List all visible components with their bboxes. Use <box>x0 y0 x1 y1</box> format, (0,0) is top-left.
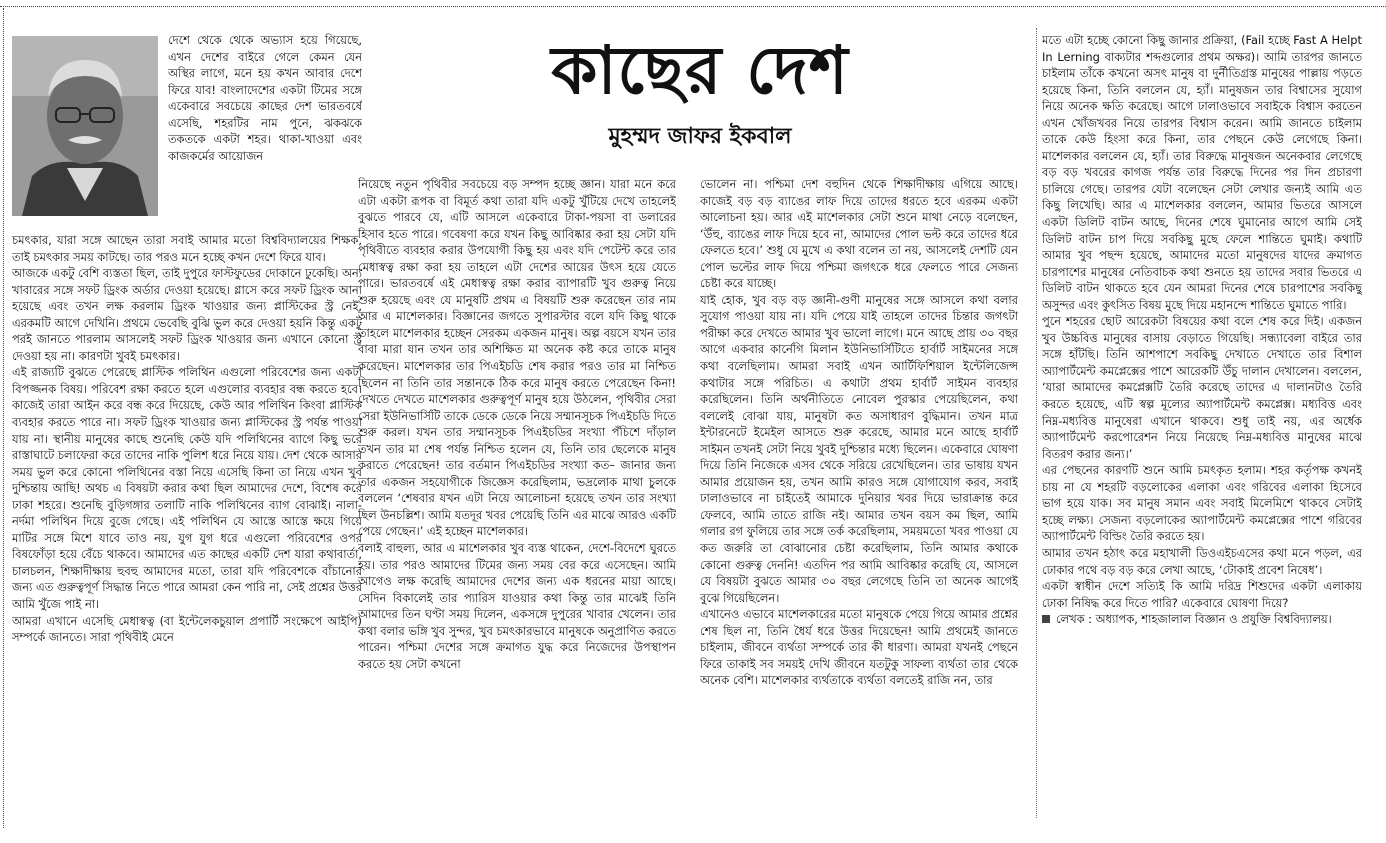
intro-side-text <box>168 32 362 232</box>
author-footnote <box>1042 611 1362 628</box>
article-byline: মুহম্মদ জাফর ইকবাল <box>608 124 792 149</box>
paragraph: পুনে শহরের ছোট আরেকটা বিষয়ের কথা বলে শেষ করে দিই। একজন খুব উচ্চবিত্ত মানুষের বাসায় বেড়াতে গিয়েছি। সন্ধ্যাবেলা বাইরে তার সঙ্গে হাঁটছি। তিনি আশপাশে সবকিছু দেখাতে দেখাতে তার বিশাল অ্যাপার্টমেন্ট কমপ্লেক্সের পাশে আরেকটি উঁচু দালান দেখালেন। বললেন, ‘যারা আমাদের কমপ্লেক্সটি তৈরি করেছে তাদের এ দালানটাও তৈরি করতে হয়েছে, এটি স্বল্প মূল্যের অ্যাপার্টমেন্ট কমপ্লেক্স। মধ্যবিত্ত এবং নিম্ন-মধ্যবিত্ত মানুষেরা এখানে থাকবে। শুধু তাই নয়, এর অর্ধেক অ্যাপার্টমেন্ট করপোরেশন নিয়ে নিয়েছে নিম্ন-মধ্যবিত্ত মানুষের মাঝে বিতরণ করার জন্য।’ <box>1042 314 1362 461</box>
author-footnote-text: লেখক : অধ্যাপক, শাহজালাল বিজ্ঞান ও প্রযুক্তি বিশ্ববিদ্যালয়। <box>1056 612 1332 627</box>
paragraph: বলাই বাহুল্য, আর এ মাশেলকার খুব ব্যস্ত থাকেন, দেশে-বিদেশে ঘুরতে হয়। তার পরও আমাদের টিমের জন্য সময় বের করে এসেছেন। আমি আগেও লক্ষ করেছি আমাদের দেশের জন্য এক ধরনের মায়া আছে। সেদিন বিকালেই তার প্যারিস যাওয়ার কথা কিন্তু তার মাঝেই তিনি আমাদের তিন ঘণ্টা সময় দিলেন, একসঙ্গে দুপুরের খাবার খেলেন। তার কথা বলার ভঙ্গি খুব সুন্দর, খুব চমৎকারভাবে মানুষকে অনুপ্রাণিত করতে পারেন। পশ্চিমা দেশের সঙ্গে ক্রমাগত যুদ্ধ করে নিজেদের উপস্থাপন করতে হয় সেটা কখনো <box>358 541 676 671</box>
paragraph: আমার তখন হঠাৎ করে মহাখালী ডিওএইচএসের কথা মনে পড়ল, এর ঢোকার পথে বড় বড় করে লেখা আছে, ‘টোকাই প্রবেশ নিষেধ’। <box>1042 545 1362 577</box>
square-bullet-icon <box>1042 615 1050 623</box>
column-1 <box>12 232 362 822</box>
paragraph: মতে এটা হচ্ছে কোনো কিছু জানার প্রক্রিয়া, (Fail হচ্ছে Fast A Helpt In Lerning বাক্যটার শব্দগুলোর প্রথম অক্ষর)। আমি তারপর জানতে চাইলাম তাঁকে কখনো অসৎ মানুষ বা দুর্নীতিগ্রস্ত মানুষের পাল্লায় পড়তে হয়েছে কিনা, তিনি বললেন যে, হ্যাঁ। মানুষজন তার বিশ্বাসের সুযোগ নিয়ে অনেক ক্ষতি করেছে। আগে ঢালাওভাবে সবাইকে বিশ্বাস করতেন এখন খোঁজখবর নিয়ে তারপর বিশ্বাস করেন। আমি জানতে চাইলাম তাকে কেউ হিংসা করে কিনা, তার পেছনে কেউ লেগেছে কিনা। মাশেলকার বললেন যে, হ্যাঁ। তার বিরুদ্ধে মানুষজন অনেকবার লেগেছে বড় বড় খবরের কাগজ পর্যন্ত তার বিরুদ্ধে দিনের পর দিন প্রচারণা চালিয়ে গেছে। তারপর যেটা বলেছেন সেটা লেখার জন্যই আমি এত কিছু লিখেছি। আর এ মাশেলকার বললেন, আমার ভিতরে আসলে একটা ডিলিট বাটন আছে, দিনের শেষে ঘুমানোর আগে আমি সেই ডিলিট বাটন চাপ দিয়ে সবকিছু মুছে ফেলে শান্তিতে ঘুমাই। কথাটি আমার খুব পছন্দ হয়েছে, আমাদের মতো মানুষদের যাদের ক্রমাগত চারপাশের মানুষের নেতিবাচক কথা শুনতে হয় তাদের সবার ভিতরে এ ডিলিট বাটন থাকতে হবে যেন আমরা দিনের শেষে চারপাশের সবকিছু অসুন্দর এবং কুৎসিত বিষয় মুছে দিয়ে মহানন্দে শান্তিতে ঘুমাতে পারি। <box>1042 33 1362 312</box>
paragraph: এর পেছনের কারণটি শুনে আমি চমৎকৃত হলাম। শহর কর্তৃপক্ষ কখনই চায় না যে শহরটি বড়লোকের এলাকা এবং গরিবের এলাকা হিসেবে ভাগ হয়ে যাক। সব মানুষ সমান এবং সবাই মিলেমিশে থাকবে সেটাই হচ্ছে লক্ষ্য। সেজন্য বড়লোকের অ্যাপার্টমেন্ট কমপ্লেক্সের পাশে গরিবের অ্যাপার্টমেন্ট বিল্ডিং তৈরি করতে হয়। <box>1042 463 1362 544</box>
column-4 <box>1042 32 1362 822</box>
author-portrait-icon <box>12 36 158 216</box>
intro-side-paragraph: দেশে থেকে থেকে অভ্যাস হয়ে গিয়েছে, এখন দেশের বাইরে গেলে কেমন যেন অস্থির লাগে, মনে হয় কখন আবার দেশে ফিরে যাব! বাংলাদেশের একটা টিমের সঙ্গে একেবারে সবচেয়ে কাছের দেশ ভারতবর্ষে এসেছি, শহরটির নাম পুনে, ঝকঝকে তকতকে একটা শহর। থাকা-খাওয়া এবং কাজকর্মের আয়োজন <box>168 33 362 163</box>
paragraph: নিয়েছে নতুন পৃথিবীর সবচেয়ে বড় সম্পদ হচ্ছে জ্ঞান। যারা মনে করে এটা একটা রূপক বা বিমূর্ত কথা তারা যদি একটু খুঁটিয়ে দেখে তাহলেই বুঝতে পারবে যে, এটি আসলে একেবারে টাকা-পয়সা বা ডলারের হিসাব হতে পারে। গবেষণা করে যখন কিছু আবিষ্কার করা হয় সেটা যদি পৃথিবীতে ব্যবহার করার উপযোগী কিছু হয় এবং যদি পেটেন্ট করে তার মেধাস্বত্ব রক্ষা করা হয় তাহলে এটা দেশের আয়ের উৎস হয়ে যেতে পারে। ভারতবর্ষে এই মেধাস্বত্ব রক্ষা করার ব্যাপারটি খুব গুরুত্ব নিয়ে শুরু হয়েছে এবং যে মানুষটি প্রথম এ বিষয়টি শুরু করেছেন তার নাম আর এ মাশেলকার। বিজ্ঞানের জগতে সুপারস্টার বলে যদি কিছু থাকে তাহলে মাশেলকার হচ্ছেন সেরকম একজন মানুষ। অল্প বয়সে যখন তার বাবা মারা যান তখন তার অশিক্ষিত মা অনেক কষ্ট করে তাকে মানুষ করেছেন। মাশেলকার তার পিএইচডি শেষ করার পরও তার মা নিশ্চিত ছিলেন না তিনি তার সন্তানকে ঠিক করে মানুষ করতে পেরেছেন কিনা! দেখতে দেখতে মাশেলকার গুরুত্বপূর্ণ মানুষ হয়ে উঠলেন, পৃথিবীর সেরা সেরা ইউনিভার্সিটি তাকে ডেকে ডেকে নিয়ে সম্মানসূচক পিএইচডি দিতে শুরু করল। যখন তার সম্মানসূচক পিএইচডির সংখ্যা পঁচিশে দাঁড়াল তখন তার মা শেষ পর্যন্ত নিশ্চিত হলেন যে, তিনি তার ছেলেকে মানুষ করাতে পেরেছেন! তার বর্তমান পিএইচডির সংখ্যা কত– জানার জন্য তার একজন সহযোগীকে জিজ্ঞেস করেছিলাম, ভদ্রলোক মাথা চুলকে বললেন ‘শেষবার যখন এটা নিয়ে আলোচনা হয়েছে তখন তার সংখ্যা ছিল উনচল্লিশ। আমি যতদূর খবর পেয়েছি তিনি এর মাঝে আরও একটি পেয়ে গেছেন।’ এই হচ্ছেন মাশেলকার। <box>358 177 676 539</box>
article-headline: কাছের দেশ <box>551 31 849 109</box>
column-2 <box>358 176 676 821</box>
author-photo <box>12 36 158 216</box>
column-divider-1 <box>1036 28 1037 818</box>
top-border-rule <box>0 6 1386 7</box>
paragraph: আজকে একটু বেশি ব্যস্ততা ছিল, তাই দুপুরে ফাস্টফুডের দোকানে ঢুকেছি। অন্য খাবারের সঙ্গে সফট ড্রিংক অর্ডার দেওয়া হয়েছে। গ্লাসে করে সফট ড্রিংক আনা হয়েছে এবং তখন লক্ষ করলাম ড্রিংক খাওয়ার জন্য প্লাস্টিকের স্ট্র নেই, এরকমটি আগে দেখিনি। প্রথমে ভেবেছি বুঝি ভুল করে দেওয়া হয়নি কিন্তু একটু পরই জানতে পারলাম আসলেই সফট ড্রিংক খাওয়ার জন্য এখানে কোনো স্ট্র দেওয়া হয় না। কারণটা খুবই চমৎকার। <box>12 266 362 363</box>
paragraph: ভোলেন না। পশ্চিমা দেশ বহুদিন থেকে শিক্ষাদীক্ষায় এগিয়ে আছে। কাজেই বড় বড় ব্যাঙের লাফ দিয়ে তাদের ধরতে হবে এরকম একটা আলোচনা হয়। আর এই মাশেলকার সেটা শুনে মাথা নেড়ে বলেছেন, ‘উঁহু, ব্যাঙের লাফ দিয়ে হবে না, আমাদের পোল ভল্ট করে তাদের ধরে ফেলতে হবে।’ শুধু যে মুখে এ কথা বলেন তা নয়, আসলেই দেশটি যেন পোল ভল্টের লাফ দিয়ে পশ্চিমা জগৎকে ধরে ফেলতে পারে সেজন্য চেষ্টা করে যাচ্ছে। <box>700 177 1018 291</box>
paragraph: আমরা এখানে এসেছি মেধাস্বত্ব (বা ইন্টেলেকচুয়াল প্রপার্টি সংক্ষেপে আইপি) সম্পর্কে জানতে। সারা পৃথিবীই মেনে <box>12 613 362 645</box>
column-3 <box>700 176 1018 821</box>
paragraph: চমৎকার, যারা সঙ্গে আছেন তারা সবাই আমার মতো বিশ্ববিদ্যালয়ের শিক্ষক, তাই চমৎকার সময় কাটছে। তার পরও মনে হচ্ছে কখন দেশে ফিরে যাব। <box>12 233 362 264</box>
paragraph: এখানেও এভাবে মাশেলকারের মতো মানুষকে পেয়ে গিয়ে আমার প্রশ্নের শেষ ছিল না, তিনি ধৈর্য ধরে উত্তর দিয়েছেন! আমি প্রথমেই জানতে চাইলাম, জীবনে ব্যর্থতা সম্পর্কে তার কী ধারণা। আমরা যখনই পেছনে ফিরে তাকাই সব সময়ই দেখি জীবনে যতটুকু সাফল্য ব্যর্থতা তার থেকে অনেক বেশি। মাশেলকার ব্যর্থতাকে ব্যর্থতা বলতেই রাজি নন, তার <box>700 607 1018 688</box>
paragraph: যাই হোক, খুব বড় বড় জ্ঞানী-গুণী মানুষের সঙ্গে আসলে কথা বলার সুযোগ পাওয়া যায় না। যদি পেয়ে যাই তাহলে তাদের চিন্তার জগৎটা পরীক্ষা করে দেখতে আমার খুব ভালো লাগে। মনে আছে প্রায় ৩০ বছর আগে একবার কার্নেগি মিলান ইউনিভার্সিটিতে হার্বার্ট সাইমনের সঙ্গে কথা বলেছিলাম। আমরা সবাই এখন আর্টিফিশিয়াল ইন্টেলিজেন্স কথাটার সঙ্গে পরিচিত। এ কথাটা প্রথম হার্বার্ট সাইমন ব্যবহার করেছিলেন। তিনি অর্থনীতিতে নোবেল পুরস্কার পেয়েছিলেন, কথা বললেই বোঝা যায়, মানুষটা কত অসাধারণ বুদ্ধিমান। তখন মাত্র ইন্টারনেটে ইমেইল আসতে শুরু করেছে, আমার মনে আছে হার্বার্ট সাইমন তখনই সেটা নিয়ে খুবই দুশ্চিন্তার মধ্যে ছিলেন। একেবারে ঘোষণা দিয়ে তিনি নিজেকে এসব থেকে সরিয়ে রেখেছিলেন। তার ভাষায় যখন আমার প্রয়োজন হয়, তখন আমি কারও সঙ্গে যোগাযোগ করব, সবাই ঢালাওভাবে না চাইতেই আমাকে দুনিয়ার খবর দিয়ে ভারাক্রান্ত করে ফেলবে, আমি তাতে রাজি নই। আমার তখন বয়স কম ছিল, আমি গলার রগ ফুলিয়ে তার সঙ্গে তর্ক করেছিলাম, সময়মতো খবর পাওয়া যে কত জরুরি তা বোঝানোর চেষ্টা করেছিলাম, তিনি আমার কথাকে কোনো গুরুত্ব দেননি! এতদিন পর আমি আবিষ্কার করেছি যে, আসলে যে বিষয়টা বুঝতে আমার ৩০ বছর লেগেছে তিনি তা অনেক আগেই বুঝে গিয়েছিলেন। <box>700 292 1018 605</box>
paragraph: এই রাজ্যটি বুঝতে পেরেছে প্লাস্টিক পলিথিন এগুলো পরিবেশের জন্য একটা বিপজ্জনক বিষয়। পরিবেশ রক্ষা করতে হলে এগুলোর ব্যবহার বন্ধ করতে হবে। কাজেই তারা আইন করে বন্ধ করে দিয়েছে, কেউ আর পলিথিন কিংবা প্লাস্টিক ব্যবহার করতে পারে না। সফট ড্রিংক খাওয়ার জন্য প্লাস্টিকের স্ট্র পর্যন্ত পাওয়া যায় না। স্থানীয় মানুষের কাছে শুনেছি কেউ যদি পলিথিনের ব্যাগে কিছু ভরে রাস্তাঘাটে চলাফেরা করে তাদের নাকি পুলিশ ধরে নিয়ে যায়। দেশ থেকে আসার সময় ভুল করে কোনো পলিথিনের বস্তা নিয়ে এসেছি কিনা তা নিয়ে এখন খুব দুশ্চিন্তায় আছি! অথচ এ বিষয়টা করার কথা ছিল আমাদের দেশে, বিশেষ করে ঢাকা শহরে। শুনেছি বুড়িগঙ্গার তলাটি নাকি পলিথিনের ব্যাগ বোঝাই। নালা-নর্দমা পলিথিন দিয়ে বুজে গেছে। এই পলিথিন যে আস্তে আস্তে ক্ষয়ে গিয়ে মাটির সঙ্গে মিশে যাবে তাও নয়, যুগ যুগ ধরে এগুলো পরিবেশের ওপর বিষফোঁড়া হয়ে বেঁচে থাকবে। আমাদের এত কাছের একটি দেশ যারা কথাবার্তা, চালচলন, শিক্ষাদীক্ষায় হুবহু আমাদের মতো, তারা যদি পরিবেশকে বাঁচানোর জন্য এত গুরুত্বপূর্ণ সিদ্ধান্ত নিতে পারে আমরা কেন পারি না, সেই প্রশ্নের উত্তর আমি খুঁজে পাই না। <box>12 365 362 612</box>
paragraph: একটা স্বাধীন দেশে সত্যিই কি আমি দরিদ্র শিশুদের একটা এলাকায় ঢোকা নিষিদ্ধ করে দিতে পারি? একেবারে ঘোষণা দিয়ে? <box>1042 579 1362 610</box>
left-border-rule <box>3 8 4 828</box>
